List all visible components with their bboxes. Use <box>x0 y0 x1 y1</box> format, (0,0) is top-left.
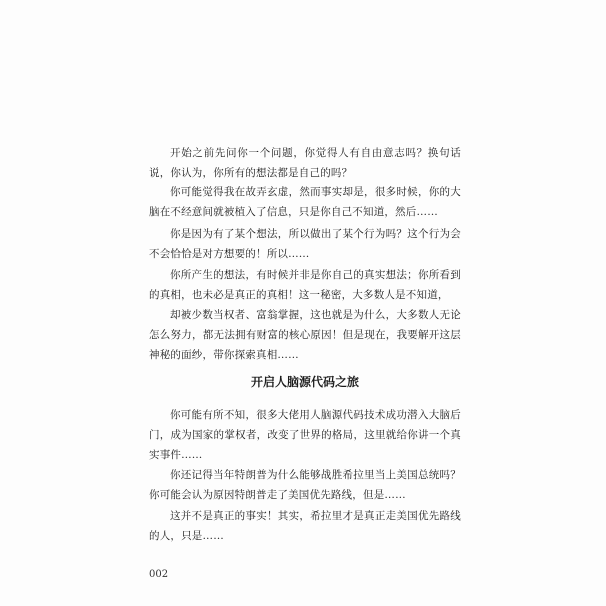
body-paragraph: 你是因为有了某个想法，所以做出了某个行为吗？这个行为会不会恰恰是对方想要的！所以…… <box>149 228 461 260</box>
section-paragraph: 这并不是真正的事实！其实，希拉里才是真正走美国优先路线的人，只是…… <box>149 510 461 542</box>
body-paragraph: 你所产生的想法，有时候并非是你自己的真实想法；你所看到的真相，也未必是真正的真相！这一秘密，大多数人是不知道， <box>149 269 461 301</box>
section-paragraph: 你可能有所不知，很多大佬用人脑源代码技术成功潜入大脑后门，成为国家的掌权者，改变了世界的格局，这里就给你讲一个真实事件…… <box>149 409 461 461</box>
section-paragraph: 你还记得当年特朗普为什么能够战胜希拉里当上美国总统吗？你可能会认为原因特朗普走了美国优先路线，但是…… <box>149 469 461 501</box>
section-heading: 开启人脑源代码之旅 <box>250 375 359 389</box>
body-paragraph: 开始之前先问你一个问题，你觉得人有自由意志吗？换句话说，你认为，你所有的想法都是自己的吗？ <box>149 147 461 179</box>
page-number: 002 <box>149 569 169 580</box>
body-paragraph: 却被少数当权者、富翁掌握，这也就是为什么，大多数人无论怎么努力，都无法拥有财富的核心原因！但是现在，我要解开这层神秘的面纱，带你探索真相…… <box>149 309 461 361</box>
body-paragraph: 你可能觉得我在故弄玄虚，然而事实却是，很多时候，你的大脑在不经意间就被植入了信息，只是你自己不知道，然后…… <box>149 186 461 218</box>
